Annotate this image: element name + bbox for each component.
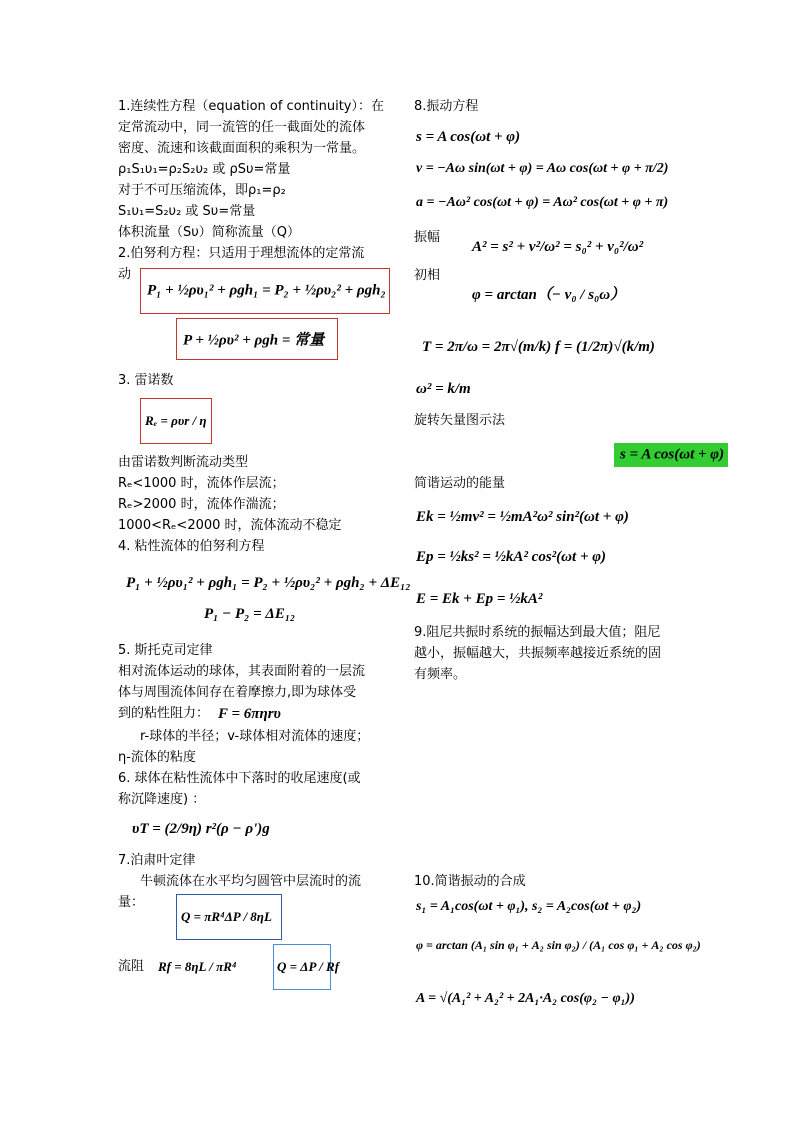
energy-title: 简谐运动的能量 xyxy=(414,476,506,491)
s8-title: 8.振动方程 xyxy=(414,99,479,114)
s9-line: 9.阻尼共振时系统的振幅达到最大值；阻尼 xyxy=(414,625,661,640)
bernoulli-equation-box xyxy=(140,268,390,314)
bernoulli-constant-box xyxy=(176,318,338,360)
s3-title: 3. 雷诺数 xyxy=(118,373,174,388)
flow-rate-box xyxy=(273,944,340,990)
s1-line: 体积流量（Sυ）简称流量（Q） xyxy=(118,225,301,240)
s3-line: 由雷诺数判断流动类型 xyxy=(118,455,249,470)
poiseuille-equation-box xyxy=(176,894,282,940)
s6-line: 称沉降速度) ： xyxy=(118,792,206,807)
s9-line: 越小，振幅越大，共振频率越接近系统的固 xyxy=(414,646,662,661)
flow-rate-equation: Q = ΔP / Rf xyxy=(277,959,340,974)
displacement-equation: s = A cos(ωt + φ) xyxy=(416,129,521,145)
omega-equation: ω² = k/m xyxy=(416,381,471,397)
s7-line: 量： xyxy=(118,895,145,910)
stokes-equation: F = 6πηrυ xyxy=(218,706,281,722)
s5-title: 5. 斯托克司定律 xyxy=(118,643,213,658)
s5-line: 相对流体运动的球体，其表面附着的一层流 xyxy=(118,664,366,679)
s2-title: 2.伯努利方程：只适用于理想流体的定常流 xyxy=(118,246,365,261)
resultant-phase-equation: φ = arctan (A₁ sin φ₁ + A₂ sin φ₂) / (A₁ cos φ₁ + A₂ cos φ₂) xyxy=(416,938,701,952)
s4-title: 4. 粘性流体的伯努利方程 xyxy=(118,539,265,554)
highlighted-equation-text: s = A cos(ωt + φ) xyxy=(620,446,725,463)
s1-line: ρ₁S₁υ₁=ρ₂S₂υ₂ 或 ρSυ=常量 xyxy=(118,162,291,177)
s7-line: 流阻 xyxy=(118,959,145,974)
s5-line: r-球体的半径；v-球体相对流体的速度； xyxy=(140,729,370,744)
s2-line: 动 xyxy=(118,267,132,282)
s5-line: 体与周围流体间存在着摩擦力,即为球体受 xyxy=(118,685,357,700)
pressure-loss-equation: P₁ − P₂ = ΔE₁₂ xyxy=(204,606,296,622)
initial-phase-equation: φ = arctan（− v₀ / s₀ω） xyxy=(472,287,626,303)
flow-resistance-equation: Rf = 8ηL / πR⁴ xyxy=(158,959,237,974)
velocity-equation: v = −Aω sin(ωt + φ) = Aω cos(ωt + φ + π/2) xyxy=(416,161,669,176)
initial-phase-label: 初相 xyxy=(414,268,441,283)
s1-line: S₁υ₁=S₂υ₂ 或 Sυ=常量 xyxy=(118,204,256,219)
poiseuille-equation: Q = πR⁴ΔP / 8ηL xyxy=(181,909,272,924)
bernoulli-constant-equation: P + ½ρυ² + ρgh = 常量 xyxy=(183,332,325,349)
reynolds-number-equation: Rₑ = ρυr / η xyxy=(145,413,207,428)
s1-title: 1.连续性方程（equation of continuity）：在 xyxy=(118,99,384,114)
viscous-bernoulli-equation: P₁ + ½ρυ₁² + ρgh₁ = P₂ + ½ρυ₂² + ρgh₂ + ΔE₁₂ xyxy=(126,575,411,591)
s7-line: 牛顿流体在水平均匀圆管中层流时的流 xyxy=(140,874,362,889)
rotating-vector-label: 旋转矢量图示法 xyxy=(414,413,506,428)
s1-line: 密度、流速和该截面面积的乘积为一常量。 xyxy=(118,141,366,156)
total-energy-equation: E = Ek + Ep = ½kA² xyxy=(416,591,543,607)
acceleration-equation: a = −Aω² cos(ωt + φ) = Aω² cos(ωt + φ + π) xyxy=(416,195,669,210)
kinetic-energy-equation: Ek = ½mv² = ½mA²ω² sin²(ωt + φ) xyxy=(416,509,629,525)
s6-title: 6. 球体在粘性流体中下落时的收尾速度(或 xyxy=(118,771,361,786)
potential-energy-equation: Ep = ½ks² = ½kA² cos²(ωt + φ) xyxy=(416,549,607,565)
terminal-velocity-equation: υT = (2/9η) r²(ρ − ρ')g xyxy=(132,821,270,837)
s9-line: 有频率。 xyxy=(414,667,467,682)
s10-title: 10.简谐振动的合成 xyxy=(414,874,526,889)
reynolds-number-box xyxy=(140,398,212,444)
s5-line: η-流体的粘度 xyxy=(118,750,196,765)
bernoulli-equation: P₁ + ½ρυ₁² + ρgh₁ = P₂ + ½ρυ₂² + ρgh₂ xyxy=(147,282,386,299)
s1-line: 对于不可压缩流体，即ρ₁=ρ₂ xyxy=(118,183,286,198)
amplitude-equation: A² = s² + v²/ω² = s₀² + v₀²/ω² xyxy=(472,239,644,255)
highlighted-equation xyxy=(614,443,728,467)
component-oscillations-equation: s₁ = A₁cos(ωt + φ₁), s₂ = A₂cos(ωt + φ₂) xyxy=(416,899,642,914)
s7-title: 7.泊肃叶定律 xyxy=(118,853,196,868)
amplitude-label: 振幅 xyxy=(414,230,441,245)
s3-line: Rₑ>2000 时，流体作湍流； xyxy=(118,497,285,512)
s1-line: 定常流动中，同一流管的任一截面处的流体 xyxy=(118,120,366,135)
s3-line: Rₑ<1000 时，流体作层流； xyxy=(118,476,285,491)
period-frequency-equation: T = 2π/ω = 2π√(m/k) f = (1/2π)√(k/m) xyxy=(422,339,655,355)
s3-line: 1000<Rₑ<2000 时，流体流动不稳定 xyxy=(118,518,342,533)
s5-line: 到的粘性阻力： xyxy=(118,706,210,721)
resultant-amplitude-equation: A = √(A₁² + A₂² + 2A₁·A₂ cos(φ₂ − φ₁)) xyxy=(416,991,635,1006)
